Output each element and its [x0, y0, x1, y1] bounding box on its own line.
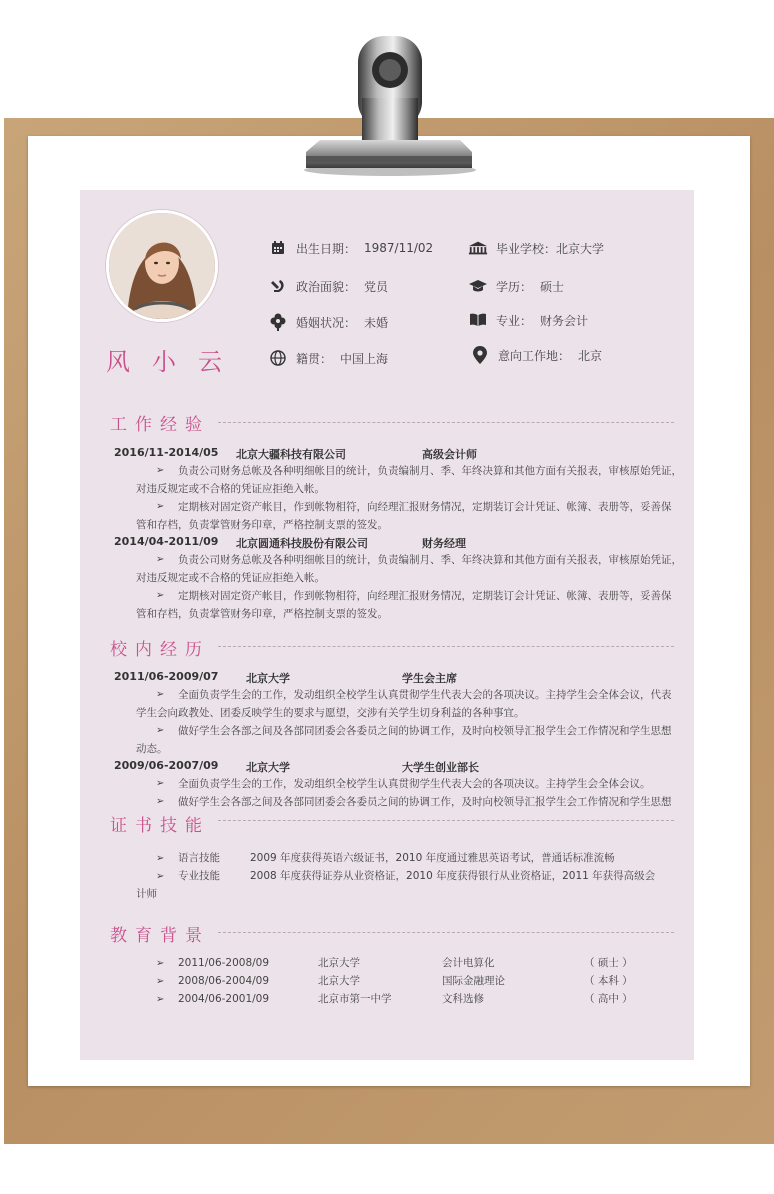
bullet-icon: ➢	[156, 958, 165, 969]
work-1-bullet-1-cont: 对违反规定或不合格的凭证应拒绝入帐。	[136, 483, 325, 495]
native-label: 籍贯：	[296, 351, 333, 366]
info-political	[268, 276, 388, 296]
edu-3-major: 文科选修	[442, 993, 484, 1005]
edu-2-period: 2008/06-2004/09	[178, 975, 270, 987]
major-value: 财务会计	[540, 313, 589, 328]
work-2-bullet-1-cont: 对违反规定或不合格的凭证应拒绝入帐。	[136, 572, 325, 584]
work-2-role: 财务经理	[422, 537, 466, 550]
edu-1-degree: （ 硕士 ）	[584, 957, 633, 969]
section-title-campus: 校内经历	[110, 640, 210, 660]
bullet-icon: ➢	[156, 796, 165, 807]
work-1-role: 高级会计师	[422, 448, 477, 461]
calendar-icon	[268, 239, 288, 257]
campus-1-bullet-1-cont: 学生会向政教处、团委反映学生的要求与愿望，交涉有关学生切身利益的各种事宜。	[136, 707, 525, 719]
work-1-bullet-2: 定期核对固定资产帐目，作到帐物相符，向经理汇报财务情况，定期装订会计凭证、帐簿、表册等，妥善保	[178, 501, 672, 513]
marital-value: 未婚	[364, 315, 389, 330]
work-entry-1-header	[114, 446, 218, 459]
campus-2-bullet-1: 全面负责学生会的工作，发动组织全校学生认真贯彻学生代表大会的各项决议。主持学生会全体会议。	[178, 778, 651, 790]
bullet-icon: ➢	[156, 725, 165, 736]
school-building-icon	[468, 239, 488, 257]
work-2-bullet-2-cont: 管和存档，负责掌管财务印章，严格控制支票的签发。	[136, 608, 388, 620]
person-name: 风小云	[106, 348, 244, 376]
bullet-icon: ➢	[156, 689, 165, 700]
work-1-bullet-2-cont: 管和存档，负责掌管财务印章，严格控制支票的签发。	[136, 519, 388, 531]
edu-1-major: 会计电算化	[442, 957, 495, 969]
workplace-label: 意向工作地：	[498, 348, 571, 363]
edu-3-degree: （ 高中 ）	[584, 993, 633, 1005]
resume-card	[80, 190, 694, 1060]
bullet-icon: ➢	[156, 554, 165, 565]
work-2-bullet-2: 定期核对固定资产帐目，作到帐物相符，向经理汇报财务情况，定期装订会计凭证、帐簿、表册等，妥善保	[178, 590, 672, 602]
campus-2-role: 大学生创业部长	[402, 761, 479, 774]
section-title-education: 教育背景	[110, 926, 210, 946]
work-1-bullet-1: 负责公司财务总帐及各种明细帐目的统计，负责编制月、季、年终决算和其他方面有关报表，审核原始凭证，	[178, 465, 682, 477]
work-2-bullet-1: 负责公司财务总帐及各种明细帐目的统计，负责编制月、季、年终决算和其他方面有关报表，审核原始凭证，	[178, 554, 682, 566]
work-1-company: 北京大疆科技有限公司	[236, 448, 346, 461]
campus-1-role: 学生会主席	[402, 672, 457, 685]
portrait-icon	[109, 213, 215, 319]
campus-1-bullet-2-cont: 动态。	[136, 743, 168, 755]
section-divider	[218, 932, 674, 933]
graduation-cap-icon	[468, 277, 488, 295]
flower-icon	[268, 313, 288, 331]
edu-2-major: 国际金融理论	[442, 975, 505, 987]
school-label: 毕业学校：	[496, 241, 557, 256]
campus-1-period: 2011/06-2009/07	[114, 670, 219, 683]
edu-3-period: 2004/06-2001/09	[178, 993, 270, 1005]
native-value: 中国上海	[340, 351, 389, 366]
edu-3-school: 北京市第一中学	[318, 993, 392, 1005]
info-major	[468, 310, 588, 330]
campus-1-bullet-2: 做好学生会各部之间及各部同团委会各委员之间的协调工作，及时向校领导汇报学生会工作情况和学生思想	[178, 725, 672, 737]
info-birth	[268, 238, 433, 258]
section-divider	[218, 646, 674, 647]
bullet-icon: ➢	[156, 976, 165, 987]
section-title-certs: 证书技能	[110, 811, 216, 836]
birth-label: 出生日期：	[296, 241, 357, 256]
section-divider	[218, 820, 674, 821]
party-emblem-icon	[268, 277, 288, 295]
birth-value: 1987/11/02	[364, 241, 434, 255]
bullet-icon: ➢	[156, 871, 165, 882]
campus-1-org: 北京大学	[246, 672, 290, 685]
campus-2-bullet-2: 做好学生会各部之间及各部同团委会各委员之间的协调工作，及时向校领导汇报学生会工作情况和学生思想	[178, 796, 672, 808]
section-divider	[218, 422, 674, 423]
section-title-work: 工作经验	[110, 415, 210, 435]
edu-2-school: 北京大学	[318, 975, 360, 987]
cert-1-label: 语言技能	[178, 852, 220, 864]
degree-label: 学历：	[496, 279, 533, 294]
info-workplace	[470, 345, 602, 365]
political-label: 政治面貌：	[296, 279, 357, 294]
edu-1-school: 北京大学	[318, 957, 360, 969]
school-value: 北京大学	[556, 241, 605, 256]
political-value: 党员	[364, 279, 389, 294]
work-1-period: 2016/11-2014/05	[114, 446, 219, 459]
bullet-icon: ➢	[156, 465, 165, 476]
major-label: 专业：	[496, 313, 533, 328]
cert-1-text: 2009 年度获得英语六级证书，2010 年度通过雅思英语考试，普通话标准流畅	[250, 852, 615, 864]
book-icon	[468, 311, 488, 329]
bullet-icon: ➢	[156, 994, 165, 1005]
cert-2-label: 专业技能	[178, 870, 220, 882]
bullet-icon: ➢	[156, 853, 165, 864]
bullet-icon: ➢	[156, 778, 165, 789]
degree-value: 硕士	[540, 279, 565, 294]
info-school	[468, 238, 604, 258]
marital-label: 婚姻状况：	[296, 315, 357, 330]
campus-1-bullet-1: 全面负责学生会的工作，发动组织全校学生认真贯彻学生代表大会的各项决议。主持学生会全体会议，代表	[178, 689, 672, 701]
info-marital	[268, 312, 388, 332]
campus-2-period: 2009/06-2007/09	[114, 759, 219, 772]
cert-2-cont: 计师	[136, 888, 157, 900]
avatar	[106, 210, 218, 322]
location-pin-icon	[470, 346, 490, 364]
bullet-icon: ➢	[156, 590, 165, 601]
bullet-icon: ➢	[156, 501, 165, 512]
info-degree	[468, 276, 564, 296]
edu-2-degree: （ 本科 ）	[584, 975, 633, 987]
binder-clip-icon	[300, 28, 476, 176]
globe-icon	[268, 349, 288, 367]
cert-2-text: 2008 年度获得证券从业资格证，2010 年度获得银行从业资格证，2011 年获得高级会	[250, 870, 656, 882]
info-native	[268, 348, 388, 368]
work-2-company: 北京圆通科技股份有限公司	[236, 537, 368, 550]
work-2-period: 2014/04-2011/09	[114, 535, 219, 548]
campus-2-org: 北京大学	[246, 761, 290, 774]
workplace-value: 北京	[578, 348, 603, 363]
edu-1-period: 2011/06-2008/09	[178, 957, 270, 969]
